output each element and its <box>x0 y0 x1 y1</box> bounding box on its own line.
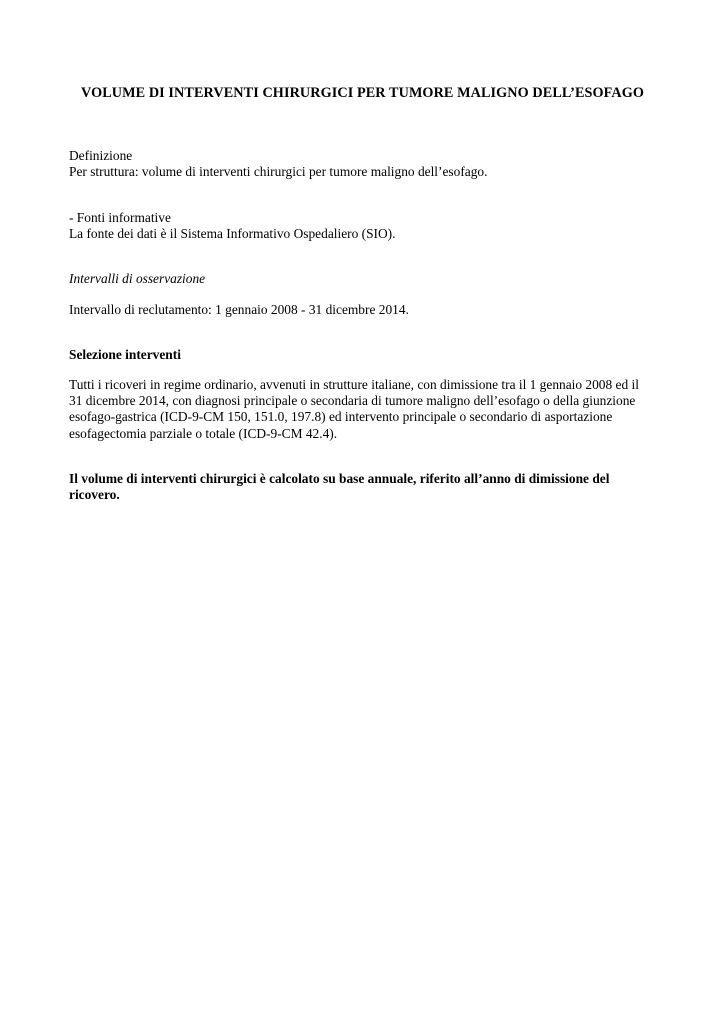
selezione-heading: Selezione interventi <box>69 347 181 362</box>
intervalli-section <box>69 271 649 287</box>
definizione-text: Per struttura: volume di interventi chirurgici per tumore maligno dell’esofago. <box>69 164 488 180</box>
selezione-line-2: 31 dicembre 2014, con diagnosi principale o secondaria di tumore maligno dell’esofago o della giunzione <box>69 393 636 409</box>
page-title: VOLUME DI INTERVENTI CHIRURGICI PER TUMORE MALIGNO DELL’ESOFAGO <box>81 85 644 101</box>
nota-line-1: Il volume di interventi chirurgici è calcolato su base annuale, riferito all’anno di dimissione del <box>69 471 610 486</box>
intervalli-text: Intervallo di reclutamento: 1 gennaio 2008 - 31 dicembre 2014. <box>69 302 409 317</box>
fonti-section <box>69 210 649 242</box>
selezione-line-1: Tutti i ricoveri in regime ordinario, avvenuti in strutture italiane, con dimissione tra il 1 gennaio 2008 ed il <box>69 377 639 392</box>
intervalli-text-block <box>69 302 649 318</box>
nota-line-2: ricovero. <box>69 487 120 503</box>
selezione-paragraph <box>69 377 649 442</box>
definizione-section <box>69 148 649 180</box>
selezione-line-4: esofagectomia parziale o totale (ICD-9-CM 42.4). <box>69 425 338 441</box>
fonti-heading: - Fonti informative <box>69 210 171 225</box>
selezione-line-3: esofago-gastrica (ICD-9-CM 150, 151.0, 197.8) ed intervento principale o secondario di asportazione <box>69 409 613 425</box>
intervalli-heading: Intervalli di osservazione <box>69 271 206 286</box>
definizione-heading: Definizione <box>69 148 133 163</box>
selezione-section <box>69 347 649 363</box>
nota-paragraph <box>69 471 649 503</box>
fonti-text: La fonte dei dati è il Sistema Informativo Ospedaliero (SIO). <box>69 226 396 242</box>
